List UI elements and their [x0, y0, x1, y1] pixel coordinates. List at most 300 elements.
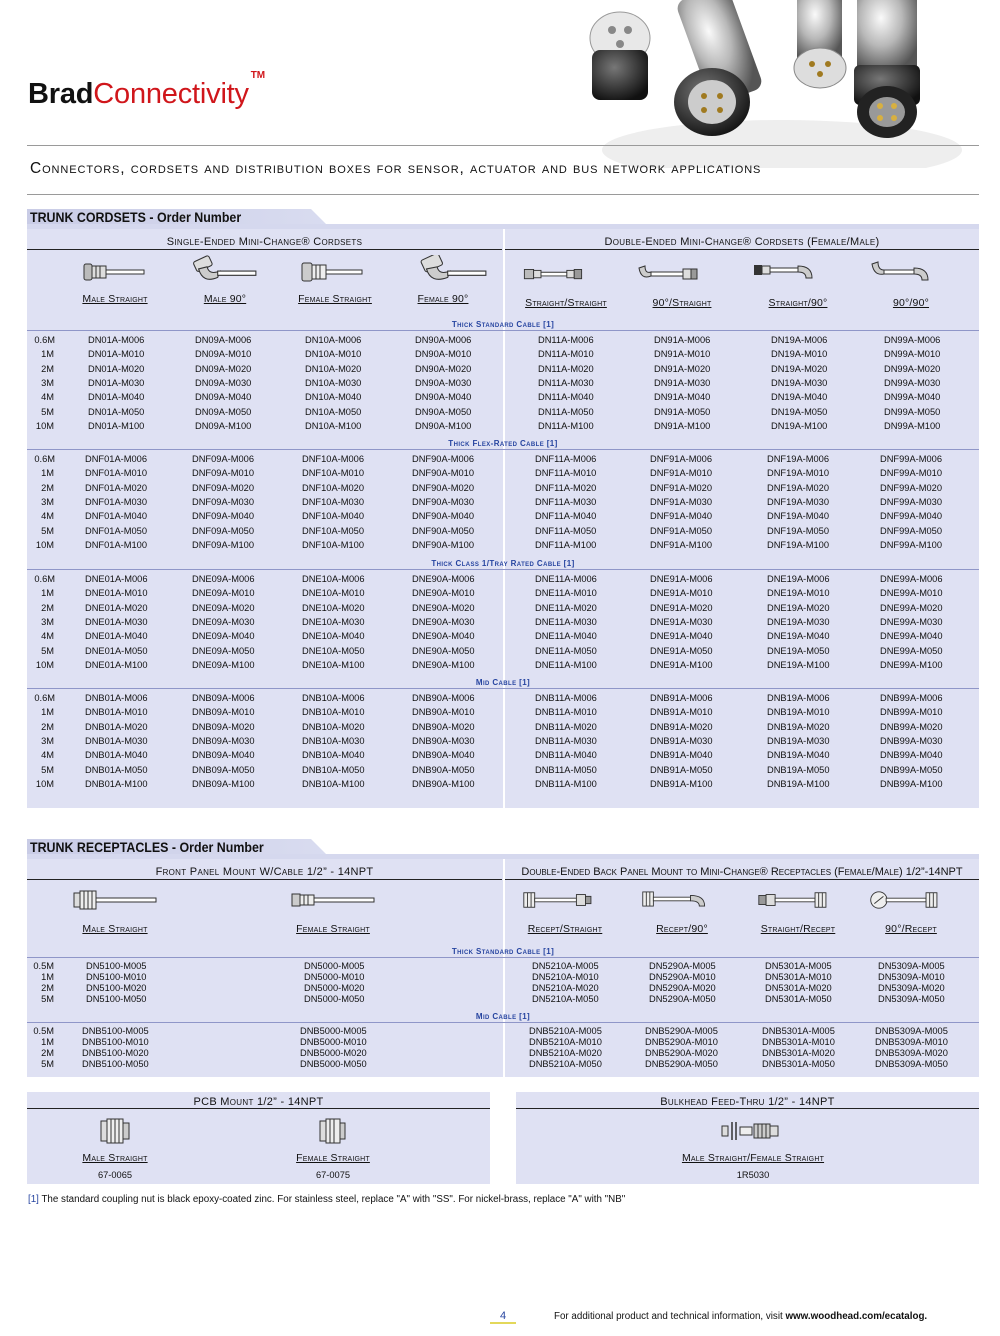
part-number: DN90A-M100	[415, 420, 472, 431]
part-number: DNB90A-M030	[412, 735, 475, 746]
part-number: DN90A-M040	[415, 392, 472, 403]
back-panel-header: Double-Ended Back Panel Mount to Mini-Change® Receptacles (Female/Male) 1/2”-14NPT	[521, 866, 963, 878]
part-number: DN09A-M050	[195, 406, 252, 417]
part-number: DN19A-M006	[771, 335, 828, 345]
part-number: DNB5210A-M050	[529, 1059, 602, 1069]
part-number: DNE99A-M100	[880, 659, 943, 670]
part-number: DNB5100-M005	[82, 1026, 149, 1036]
part-number: DNE10A-M050	[302, 645, 365, 656]
part-number: DNB19A-M030	[767, 735, 830, 746]
part-number: DNF99A-M050	[880, 525, 943, 536]
cordset-column-header: 90°/Straight	[652, 297, 712, 309]
pcb-female-label: Female Straight	[296, 1152, 370, 1164]
part-number: DN01A-M010	[88, 349, 145, 360]
part-number: DNE91A-M020	[650, 602, 713, 613]
part-number: DNB90A-M010	[412, 707, 475, 718]
90-straight-icon	[635, 260, 701, 286]
part-number: DN5100-M010	[86, 972, 147, 982]
cordset-column-header: 90°/90°	[892, 297, 930, 309]
part-number: DNB09A-M010	[192, 707, 255, 718]
receptacles-divider	[503, 859, 505, 1077]
recept-straight-icon	[522, 888, 600, 912]
length-label: 0.5M	[33, 961, 54, 971]
part-number: DNB11A-M020	[535, 721, 597, 732]
length-label: 4M	[41, 392, 54, 403]
part-number: DNF99A-M010	[880, 468, 943, 479]
part-number: DN11A-M040	[538, 392, 594, 403]
brand-logo	[28, 70, 265, 111]
part-number: DNE01A-M010	[85, 588, 148, 599]
part-number: DNE01A-M020	[85, 602, 148, 613]
part-number: DN99A-M006	[884, 335, 941, 345]
part-number: DN5100-M020	[86, 983, 147, 993]
receptacle-column-header: Straight/Recept	[760, 923, 836, 935]
part-number: DN5309A-M010	[878, 972, 945, 982]
cordset-column-header: Female Straight	[298, 293, 372, 305]
pcb-female-part: 67-0075	[315, 1170, 351, 1180]
part-number: DNB5301A-M005	[762, 1026, 835, 1036]
part-number: DN11A-M100	[538, 420, 594, 431]
part-number: DNE01A-M040	[85, 631, 148, 642]
part-number: DNE01A-M006	[85, 574, 148, 584]
part-number: DNB09A-M100	[192, 778, 255, 789]
length-label: 5M	[41, 645, 54, 656]
cable-group-header	[27, 1012, 979, 1021]
length-label: 5M	[41, 525, 54, 536]
length-label: 4M	[41, 750, 54, 761]
part-number: DNF90A-M030	[412, 496, 475, 507]
male-90-cordset-icon	[188, 255, 258, 285]
part-number: DNE91A-M030	[650, 616, 713, 627]
part-number: DN11A-M006	[538, 335, 594, 345]
single-header-rule	[27, 249, 502, 250]
male-straight-receptacle-icon	[72, 888, 158, 912]
cable-group-rule	[27, 688, 979, 689]
footnote-ref: [1]	[519, 678, 531, 687]
part-number: DNF09A-M010	[192, 468, 255, 479]
part-number: DNF19A-M050	[767, 525, 830, 536]
part-number: DN5000-M050	[304, 994, 365, 1004]
part-number: DNE90A-M030	[412, 616, 475, 627]
part-number: DNF90A-M040	[412, 511, 475, 522]
length-label: 2M	[41, 721, 54, 732]
part-number: DNB90A-M050	[412, 764, 475, 775]
length-label: 2M	[41, 983, 54, 993]
part-number: DNE10A-M006	[302, 574, 365, 584]
part-number: DN5309A-M020	[878, 983, 945, 993]
part-number: DNE90A-M020	[412, 602, 475, 613]
pcb-female-icon	[317, 1118, 349, 1144]
cable-group-header	[27, 320, 979, 329]
part-number: DN01A-M030	[88, 377, 145, 388]
female-straight-cordset-icon	[298, 260, 368, 286]
part-number: DNF01A-M040	[85, 511, 148, 522]
page-number: 4	[490, 1310, 516, 1324]
part-number: DNF91A-M050	[650, 525, 713, 536]
part-number: DNE90A-M050	[412, 645, 475, 656]
part-number: DNE91A-M010	[650, 588, 713, 599]
part-number: DN5290A-M005	[649, 961, 716, 971]
length-label: 4M	[41, 631, 54, 642]
part-number: DNB19A-M020	[767, 721, 830, 732]
part-number: DNB01A-M050	[85, 764, 148, 775]
part-number: DNB90A-M006	[412, 693, 475, 703]
part-number: DNE11A-M020	[535, 602, 597, 613]
footer-visit-text: For additional product and technical information, visit	[554, 1311, 786, 1322]
part-number: DNB91A-M020	[650, 721, 713, 732]
part-number: DNF90A-M006	[412, 454, 475, 464]
part-number: DNF99A-M030	[880, 496, 943, 507]
part-number: DN5290A-M010	[649, 972, 716, 982]
part-number: DNB90A-M020	[412, 721, 475, 732]
part-number: DN01A-M040	[88, 392, 145, 403]
length-label: 10M	[35, 659, 54, 670]
part-number: DN10A-M030	[305, 377, 362, 388]
cordset-column-header: Straight/Straight	[525, 297, 607, 309]
part-number: DNB91A-M006	[650, 693, 713, 703]
cable-group-label: Mid Cable	[475, 1012, 517, 1021]
part-number: DN09A-M100	[195, 420, 252, 431]
part-number: DNE10A-M020	[302, 602, 365, 613]
cordsets-title: TRUNK CORDSETS - Order Number	[30, 210, 242, 225]
bulkhead-header: Bulkhead Feed-Thru 1/2” - 14NPT	[660, 1096, 835, 1108]
footnote-ref: [1]	[546, 439, 558, 448]
part-number: DN5210A-M005	[532, 961, 599, 971]
part-number: DNF19A-M100	[767, 539, 830, 550]
part-number: DNB5000-M050	[300, 1059, 367, 1069]
length-label: 2M	[41, 1048, 54, 1058]
part-number: DN5301A-M005	[765, 961, 832, 971]
part-number: DNB01A-M020	[85, 721, 148, 732]
part-number: DNB5210A-M010	[529, 1037, 602, 1047]
front-header-rule	[27, 879, 502, 880]
receptacle-column-header: Recept/Straight	[527, 923, 603, 935]
length-label: 0.6M	[34, 454, 55, 464]
part-number: DNF11A-M006	[535, 454, 597, 464]
part-number: DN5000-M010	[304, 972, 365, 982]
part-number: DNB10A-M050	[302, 764, 365, 775]
part-number: DNF10A-M100	[302, 539, 365, 550]
part-number: DN90A-M050	[415, 406, 472, 417]
part-number: DNB91A-M040	[650, 750, 713, 761]
part-number: DNF99A-M100	[880, 539, 943, 550]
part-number: DNE09A-M100	[192, 659, 255, 670]
part-number: DNB11A-M006	[535, 693, 597, 703]
part-number: DNE99A-M030	[880, 616, 943, 627]
length-label: 5M	[41, 764, 54, 775]
receptacle-column-header: Recept/90°	[656, 923, 708, 935]
receptacles-title: TRUNK RECEPTACLES - Order Number	[30, 840, 264, 855]
part-number: DN10A-M020	[305, 363, 362, 374]
part-number: DN91A-M030	[654, 377, 711, 388]
length-label: 0.6M	[34, 574, 55, 584]
part-number: DNE09A-M040	[192, 631, 255, 642]
part-number: DN5290A-M020	[649, 983, 716, 993]
part-number: DNB10A-M020	[302, 721, 365, 732]
footnote-text: The standard coupling nut is black epoxy-coated zinc. For stainless steel, replace "A" with "SS". For nickel-brass, replace "A" with "NB"	[38, 1194, 626, 1205]
part-number: DNB5309A-M050	[875, 1059, 948, 1069]
part-number: DNE01A-M050	[85, 645, 148, 656]
part-number: DNE11A-M040	[535, 631, 597, 642]
cable-group-label: Thick Standard Cable	[451, 947, 541, 956]
part-number: DNB91A-M010	[650, 707, 713, 718]
part-number: DNE90A-M040	[412, 631, 475, 642]
cordsets-divider	[503, 229, 505, 808]
part-number: DN10A-M100	[305, 420, 362, 431]
part-number: DNE09A-M030	[192, 616, 255, 627]
footnote-ref: [1]	[28, 1194, 39, 1205]
part-number: DNE91A-M050	[650, 645, 713, 656]
length-label: 4M	[41, 511, 54, 522]
part-number: DN5301A-M050	[765, 994, 832, 1004]
part-number: DNE11A-M030	[535, 616, 597, 627]
part-number: DNE19A-M100	[767, 659, 830, 670]
part-number: DNE90A-M100	[412, 659, 475, 670]
part-number: DN01A-M050	[88, 406, 145, 417]
part-number: DNB5309A-M010	[875, 1037, 948, 1047]
footnote-ref: [1]	[563, 559, 575, 568]
part-number: DNB99A-M030	[880, 735, 943, 746]
part-number: DNB5290A-M005	[645, 1026, 718, 1036]
part-number: DNB99A-M050	[880, 764, 943, 775]
part-number: DNB5100-M010	[82, 1037, 149, 1047]
part-number: DN99A-M100	[884, 420, 941, 431]
part-number: DN91A-M040	[654, 392, 711, 403]
footnote-ref: [1]	[543, 947, 555, 956]
footnote-ref: [1]	[519, 1012, 531, 1021]
part-number: DN99A-M020	[884, 363, 941, 374]
pcb-header: PCB Mount 1/2” - 14NPT	[193, 1096, 324, 1108]
part-number: DNB91A-M030	[650, 735, 713, 746]
straight-recept-icon	[757, 888, 835, 912]
part-number: DNF91A-M020	[650, 482, 713, 493]
part-number: DN10A-M010	[305, 349, 362, 360]
pcb-male-part: 67-0065	[97, 1170, 133, 1180]
part-number: DN19A-M040	[771, 392, 828, 403]
length-label: 2M	[41, 363, 54, 374]
part-number: DNF11A-M030	[535, 496, 597, 507]
part-number: DNB5301A-M020	[762, 1048, 835, 1058]
part-number: DNE10A-M040	[302, 631, 365, 642]
part-number: DN90A-M020	[415, 363, 472, 374]
part-number: DNB5000-M010	[300, 1037, 367, 1047]
connector-photo	[572, 0, 1000, 168]
pcb-male-icon	[97, 1118, 133, 1144]
part-number: DNE99A-M006	[880, 574, 943, 584]
part-number: DNE09A-M050	[192, 645, 255, 656]
part-number: DNF01A-M050	[85, 525, 148, 536]
single-ended-header: Single-Ended Mini-Change® Cordsets	[166, 236, 363, 248]
bulkhead-part: 1R5030	[736, 1170, 770, 1180]
part-number: DN5290A-M050	[649, 994, 716, 1004]
part-number: DNB10A-M010	[302, 707, 365, 718]
part-number: DNE11A-M006	[535, 574, 597, 584]
part-number: DN90A-M030	[415, 377, 472, 388]
90-90-icon	[868, 258, 934, 284]
brand-light: Connectivity	[93, 78, 249, 110]
length-label: 1M	[41, 1037, 54, 1047]
recept-90-icon	[641, 886, 717, 912]
part-number: DNF90A-M020	[412, 482, 475, 493]
length-label: 10M	[35, 420, 54, 431]
part-number: DNE19A-M010	[767, 588, 830, 599]
part-number: DN90A-M006	[415, 335, 472, 345]
part-number: DNB5290A-M020	[645, 1048, 718, 1058]
brand-bold: Brad	[28, 78, 94, 110]
length-label: 1M	[41, 707, 54, 718]
part-number: DNF11A-M100	[535, 539, 597, 550]
straight-90-icon	[752, 258, 818, 284]
footer-text	[554, 1311, 927, 1322]
part-number: DNB99A-M100	[880, 778, 943, 789]
length-label: 10M	[35, 778, 54, 789]
length-label: 5M	[41, 994, 54, 1004]
part-number: DNB5000-M005	[300, 1026, 367, 1036]
length-label: 1M	[41, 468, 54, 479]
cordset-column-header: Straight/90°	[768, 297, 828, 309]
length-label: 0.6M	[34, 693, 55, 703]
part-number: DNE99A-M010	[880, 588, 943, 599]
part-number: DNF91A-M006	[650, 454, 713, 464]
part-number: DN90A-M010	[415, 349, 472, 360]
part-number: DNF10A-M010	[302, 468, 365, 479]
footer-url[interactable]: www.woodhead.com/ecatalog.	[785, 1311, 928, 1322]
part-number: DNF91A-M040	[650, 511, 713, 522]
part-number: DNE91A-M006	[650, 574, 713, 584]
length-label: 5M	[41, 406, 54, 417]
part-number: DNE99A-M050	[880, 645, 943, 656]
part-number: DNB90A-M040	[412, 750, 475, 761]
part-number: DNB99A-M010	[880, 707, 943, 718]
part-number: DN19A-M010	[771, 349, 828, 360]
part-number: DN5100-M005	[86, 961, 147, 971]
part-number: DNB5290A-M010	[645, 1037, 718, 1047]
cordset-column-header: Female 90°	[417, 293, 469, 305]
length-label: 3M	[41, 377, 54, 388]
length-label: 5M	[41, 1059, 54, 1069]
part-number: DNF01A-M100	[85, 539, 148, 550]
part-number: DNB01A-M040	[85, 750, 148, 761]
part-number: DN10A-M050	[305, 406, 362, 417]
part-number: DNE90A-M010	[412, 588, 475, 599]
part-number: DNB91A-M100	[650, 778, 713, 789]
part-number: DNF11A-M040	[535, 511, 597, 522]
cable-group-header	[27, 439, 979, 448]
part-number: DNB11A-M010	[535, 707, 597, 718]
length-label: 0.6M	[34, 335, 55, 345]
cable-group-rule	[27, 1022, 979, 1023]
part-number: DNE90A-M006	[412, 574, 475, 584]
part-number: DNF09A-M030	[192, 496, 255, 507]
part-number: DNF01A-M010	[85, 468, 148, 479]
part-number: DNE01A-M100	[85, 659, 148, 670]
part-number: DNB01A-M006	[85, 693, 148, 703]
length-label: 10M	[35, 539, 54, 550]
receptacle-column-header: Male Straight	[82, 923, 148, 935]
bulkhead-header-rule	[516, 1108, 979, 1109]
part-number: DNF99A-M040	[880, 511, 943, 522]
part-number: DN01A-M006	[88, 335, 145, 345]
tagline-rule	[27, 194, 979, 195]
part-number: DNF10A-M006	[302, 454, 365, 464]
part-number: DNE19A-M006	[767, 574, 830, 584]
part-number: DNF10A-M020	[302, 482, 365, 493]
part-number: DNB19A-M050	[767, 764, 830, 775]
part-number: DNE19A-M020	[767, 602, 830, 613]
part-number: DNB5100-M020	[82, 1048, 149, 1058]
part-number: DN5100-M050	[86, 994, 147, 1004]
part-number: DN5000-M020	[304, 983, 365, 993]
part-number: DNF09A-M040	[192, 511, 255, 522]
part-number: DNF19A-M040	[767, 511, 830, 522]
receptacle-column-header: Female Straight	[296, 923, 370, 935]
part-number: DNF91A-M030	[650, 496, 713, 507]
part-number: DN11A-M010	[538, 349, 594, 360]
part-number: DNF19A-M030	[767, 496, 830, 507]
part-number: DNB5100-M050	[82, 1059, 149, 1069]
part-number: DNB19A-M040	[767, 750, 830, 761]
part-number: DNF01A-M006	[85, 454, 148, 464]
part-number: DNF99A-M006	[880, 454, 943, 464]
front-panel-header: Front Panel Mount W/Cable 1/2” - 14NPT	[155, 866, 374, 878]
footnote-ref: [1]	[543, 320, 555, 329]
part-number: DN5210A-M050	[532, 994, 599, 1004]
part-number: DNE01A-M030	[85, 616, 148, 627]
back-header-rule	[505, 879, 979, 880]
part-number: DNF19A-M006	[767, 454, 830, 464]
length-label: 1M	[41, 588, 54, 599]
part-number: DN09A-M006	[195, 335, 252, 345]
part-number: DN11A-M050	[538, 406, 594, 417]
part-number: DN99A-M030	[884, 377, 941, 388]
part-number: DNB5309A-M020	[875, 1048, 948, 1058]
part-number: DNE91A-M100	[650, 659, 713, 670]
cable-group-header	[27, 678, 979, 687]
male-straight-cordset-icon	[80, 260, 150, 286]
part-number: DN10A-M006	[305, 335, 362, 345]
part-number: DNB09A-M020	[192, 721, 255, 732]
length-label: 1M	[41, 972, 54, 982]
part-number: DNB09A-M030	[192, 735, 255, 746]
part-number: DNE99A-M040	[880, 631, 943, 642]
pcb-male-label: Male Straight	[82, 1152, 148, 1164]
brand-tm: TM	[250, 70, 265, 81]
part-number: DNE09A-M010	[192, 588, 255, 599]
part-number: DN09A-M030	[195, 377, 252, 388]
part-number: DNF09A-M020	[192, 482, 255, 493]
part-number: DNB99A-M020	[880, 721, 943, 732]
part-number: DNF90A-M010	[412, 468, 475, 479]
part-number: DN5309A-M005	[878, 961, 945, 971]
bulkhead-label: Male Straight/Female Straight	[681, 1152, 825, 1164]
part-number: DNF90A-M050	[412, 525, 475, 536]
part-number: DNB5290A-M050	[645, 1059, 718, 1069]
part-number: DNE91A-M040	[650, 631, 713, 642]
part-number: DNB10A-M030	[302, 735, 365, 746]
part-number: DNE99A-M020	[880, 602, 943, 613]
tagline: Connectors, cordsets and distribution boxes for sensor, actuator and bus network applications	[30, 160, 762, 177]
double-header-rule	[505, 249, 979, 250]
part-number: DNB5301A-M010	[762, 1037, 835, 1047]
part-number: DN99A-M040	[884, 392, 941, 403]
part-number: DNB5210A-M020	[529, 1048, 602, 1058]
part-number: DN09A-M040	[195, 392, 252, 403]
part-number: DNB19A-M010	[767, 707, 830, 718]
bulkhead-icon	[720, 1120, 782, 1142]
pcb-header-rule	[27, 1108, 490, 1109]
part-number: DNF01A-M030	[85, 496, 148, 507]
part-number: DN5309A-M050	[878, 994, 945, 1004]
